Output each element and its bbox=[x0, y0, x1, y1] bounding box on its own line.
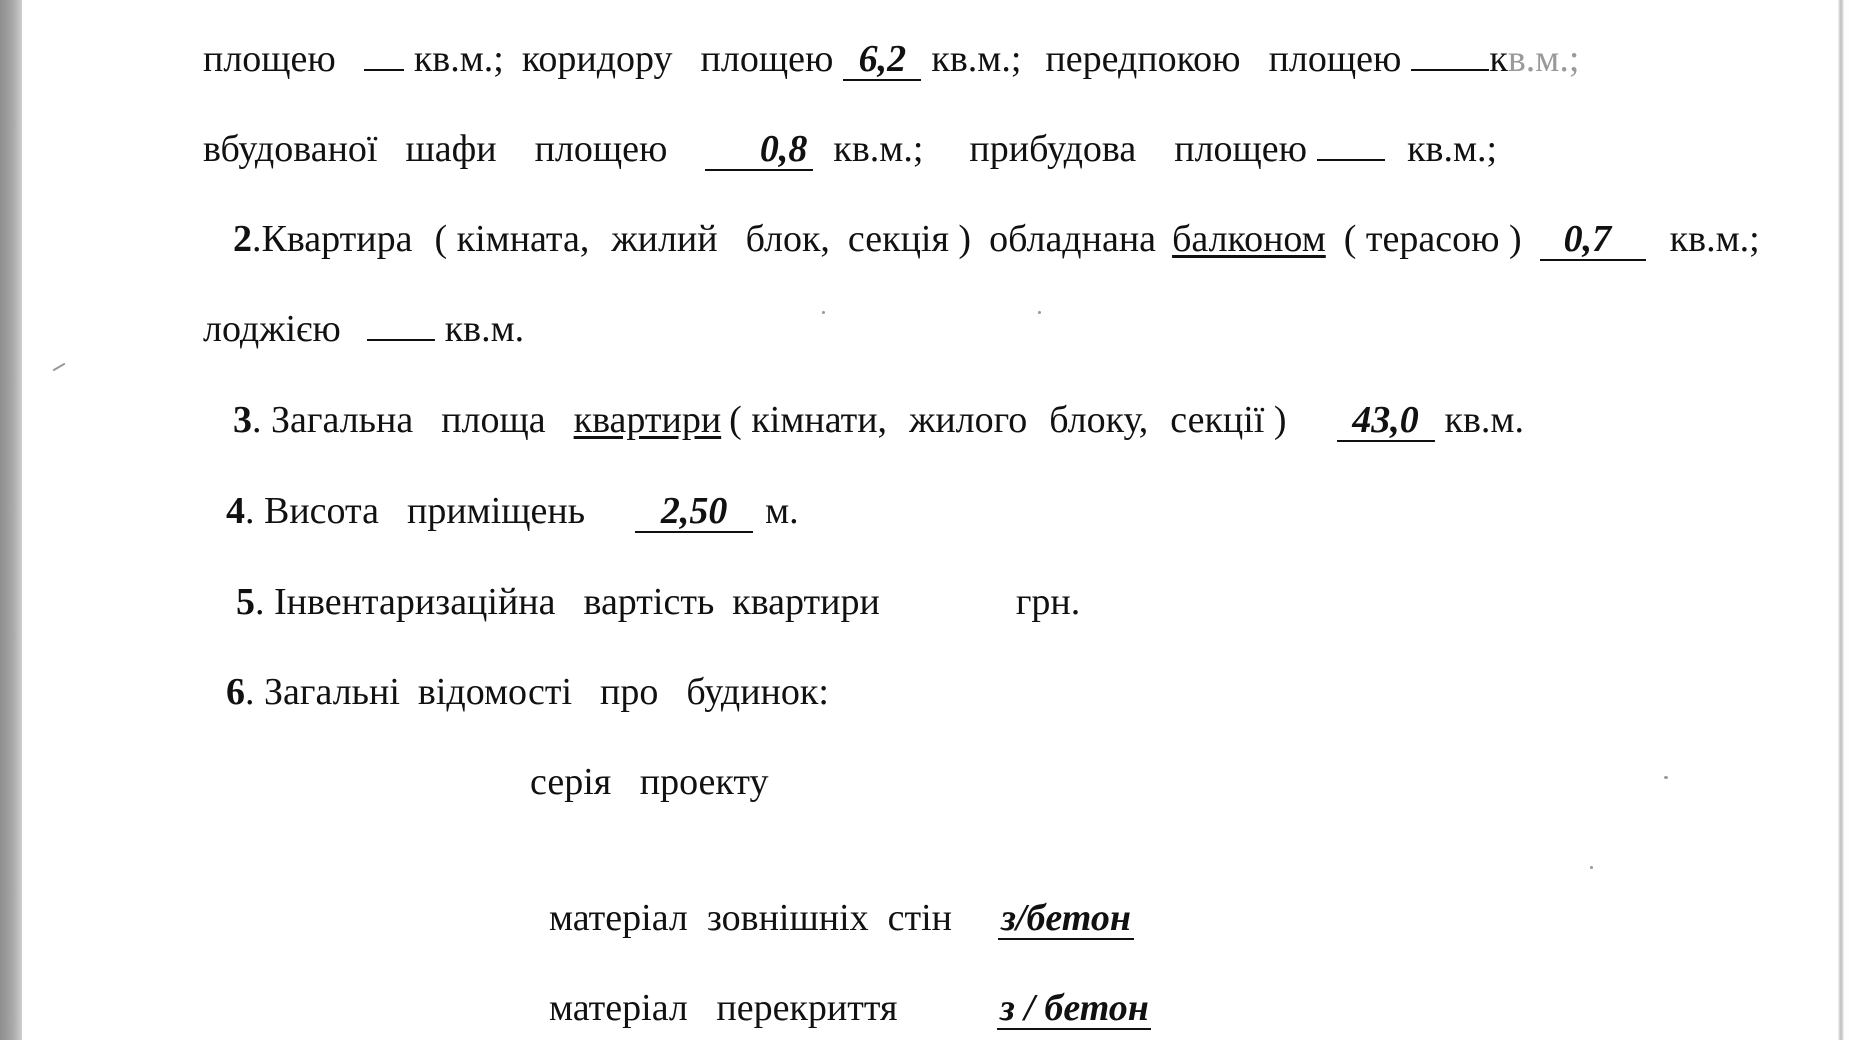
scan-speck bbox=[1038, 311, 1041, 314]
item-number: 3 bbox=[233, 399, 252, 441]
closet-label: вбудованої bbox=[203, 128, 378, 170]
loggia-area-blank bbox=[367, 309, 435, 341]
unit-label: к bbox=[1489, 38, 1508, 80]
item-number: 2 bbox=[233, 218, 252, 260]
item-text: квартири bbox=[732, 581, 880, 623]
scan-speck bbox=[822, 311, 825, 314]
series-label: серія проекту bbox=[530, 761, 769, 803]
item-text: ( терасою ) bbox=[1343, 218, 1522, 260]
item-number: 4 bbox=[226, 490, 245, 532]
item-text: про bbox=[600, 671, 659, 713]
item-text: .Квартира bbox=[252, 218, 413, 260]
corridor-area-value: 6,2 bbox=[843, 39, 921, 81]
unit-label: грн. bbox=[1015, 581, 1081, 623]
item-text: секція ) bbox=[847, 218, 972, 260]
item-3-total-area bbox=[233, 397, 1524, 443]
floor-row bbox=[530, 939, 1151, 1031]
floor-value: з / бетон bbox=[997, 988, 1151, 1030]
height-value: 2,50 bbox=[635, 491, 753, 533]
loggia-label: лоджією bbox=[203, 308, 341, 350]
item-text: приміщень bbox=[406, 490, 586, 532]
unit-label: кв.м.; bbox=[1669, 218, 1760, 260]
walls-value: з/бетон bbox=[998, 898, 1134, 940]
item-text: обладнана bbox=[989, 218, 1157, 260]
item-text: блок, bbox=[745, 218, 830, 260]
item-6-building-info bbox=[226, 669, 829, 715]
hallway-label: передпокою bbox=[1045, 38, 1241, 80]
item-2-loggia bbox=[203, 306, 524, 352]
walls-row bbox=[530, 849, 1134, 941]
scan-edge-right bbox=[1838, 0, 1844, 1040]
closet-label: шафи bbox=[405, 128, 497, 170]
balcony-area-value: 0,7 bbox=[1540, 219, 1646, 261]
item-text: ( кімната, bbox=[434, 218, 590, 260]
item-text: вартість bbox=[583, 581, 715, 623]
unit-label: кв.м. bbox=[1444, 399, 1524, 441]
item-number: 6 bbox=[226, 671, 245, 713]
unit-label: м. bbox=[765, 490, 799, 532]
area-label: площею bbox=[534, 128, 668, 170]
item-text: жилого bbox=[909, 399, 1028, 441]
item-5-cost bbox=[236, 579, 1080, 625]
unit-label: кв.м.; bbox=[931, 38, 1022, 80]
item-text: відомості bbox=[417, 671, 573, 713]
item-text: . Висота bbox=[245, 490, 379, 532]
unit-label: кв.м. bbox=[444, 308, 525, 350]
item-text: секції ) bbox=[1170, 399, 1287, 441]
item-text: ( кімнати, bbox=[729, 399, 888, 441]
item-text: блоку, bbox=[1049, 399, 1149, 441]
item-text: . Інвентаризаційна bbox=[255, 581, 556, 623]
total-area-value: 43,0 bbox=[1337, 400, 1435, 442]
area-label: площею bbox=[700, 38, 834, 80]
scan-edge-left bbox=[0, 0, 22, 1040]
room-area-blank bbox=[364, 39, 404, 71]
floor-label: матеріал перекриття bbox=[549, 987, 898, 1029]
item-4-height bbox=[226, 488, 799, 534]
scan-speck bbox=[1664, 776, 1668, 779]
item-number: 5 bbox=[236, 581, 255, 623]
item-2-balcony bbox=[233, 216, 1760, 262]
unit-label: кв.м.; bbox=[833, 128, 924, 170]
area-label: площею bbox=[203, 38, 336, 80]
scan-speck bbox=[1590, 866, 1593, 869]
walls-label: матеріал зовнішніх стін bbox=[549, 897, 953, 939]
annex-label: прибудова bbox=[969, 128, 1137, 170]
closet-area-value: 0,8 bbox=[705, 129, 813, 171]
item-text: . Загальна bbox=[252, 399, 414, 441]
balcony-word: балконом bbox=[1172, 218, 1326, 260]
line-closet-annex bbox=[203, 126, 1497, 172]
apartment-word: квартири bbox=[573, 399, 722, 441]
unit-label: кв.м.; bbox=[413, 38, 504, 80]
corridor-label: коридору bbox=[521, 38, 673, 80]
item-text: жилий bbox=[611, 218, 718, 260]
area-label: площею bbox=[1268, 38, 1402, 80]
item-text: . Загальні bbox=[245, 671, 400, 713]
annex-area-blank bbox=[1317, 129, 1385, 161]
hallway-area-blank bbox=[1411, 39, 1489, 71]
item-text: площа bbox=[441, 399, 546, 441]
item-text: будинок: bbox=[686, 671, 829, 713]
line-room-areas bbox=[203, 36, 1579, 82]
unit-label-faded: в.м.; bbox=[1507, 38, 1580, 80]
area-label: площею bbox=[1174, 128, 1308, 170]
unit-label: кв.м.; bbox=[1407, 128, 1498, 170]
